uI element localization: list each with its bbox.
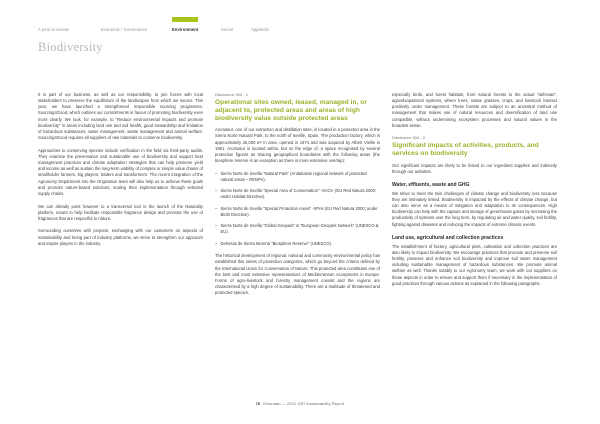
list-item-label: Dehesas de Sierra Morena "Biosphere Reserve" (UNESCO). (220, 240, 333, 246)
col1-paragraph-3: We can already point however to a transversal tool in the launch of the Naturality platform, meant to help facilitate responsible fragrance design and promote the use of fragrances that are respectful to nature. (38, 203, 203, 221)
footer-page-number: 76 (255, 401, 261, 406)
bullet-dash-icon: – (215, 205, 218, 211)
list-item-label: Sierra Norte de Sevilla "Special Protection Areas" -SPAs (EU Red Natura 2000; under Birds Directive). (220, 205, 378, 217)
column-two (215, 92, 380, 296)
list-item (215, 171, 380, 183)
nav-item-environment[interactable]: Environment (172, 27, 199, 32)
subheading-water-effluents-waste-ghg: Water, effluents, waste and GHG (392, 181, 470, 188)
bullet-dash-icon: – (215, 188, 218, 194)
disclosure-304-1-heading: Operational sites owned, leased, managed in, or adjacent to, protected areas and areas of high biodiversity value outside protected areas (215, 98, 367, 123)
disclosure-304-2-heading: Significant impacts of activities, products, and services on biodiversity (392, 142, 539, 158)
list-item-label: Sierra Norte de Sevilla "Global Geopark" & "European Geopark Network" (UNESCO & EU). (220, 223, 379, 235)
col2-paragraph-2: The historical development of regional, national and community environmental policy has established this series of protection categories, which go beyond the criteria defined by the International Union for Conservation of Nature. This protected area constitutes one of the best and most extensive representations of Mediterranean ecosystems in Europe. Forms of agro-livestock and forestry management coexist and the regions are characterised by a high degree of sustainability. There are a multitude of threatened and protected species, (215, 253, 380, 296)
active-tab-accent-bar (172, 17, 198, 22)
col2-paragraph-1: Aromasur, one of our extraction and distillation sites, is located in a protected area in the Sierra Norte Natural Park, to the north of Seville, Spain. The production factory, which is approximately 26,000 m² in area, opened in 1974 and was acquired by Albert Vieille in 1991. Aromasur is located within, but on the edge of, a space recognised by several protection figures as sharing geographical boundaries with the following areas (the biosphere reserve is an exception as there is more extensive overlap): (215, 127, 380, 163)
col1-paragraph-2: Approaches to conserving species include verification in the field via third-party audits. They examine the preservation and sustainable use of biodiversity and support best management practices and climate adaptation strategies that can help preserve yield and income as well as sustain the long-term viability of complex or simple value chains of smallholder farmers, big players, traders and transformers. The recent integration of the Agronomy Department into the Origination team will also help us to achieve these goals and promote nature-based solutions, scaling their implementation through selected supply chains. (38, 147, 203, 196)
list-item (215, 188, 380, 200)
list-item (215, 206, 380, 218)
footer-report-title: Givaudan — 2021 GRI Sustainability Report (262, 401, 345, 406)
bullet-dash-icon: – (215, 240, 218, 246)
list-item (215, 241, 380, 247)
col3-paragraph-2: We strive to meet the twin challenges of climate change and biodiversity loss because they are intimately linked. Biodiversity is impacted by the effects of climate change, but can also serve as a means of mitigation and adaptation to its consequences. High biodiversity can help with the capture and storage of greenhouse gases by increasing the productivity of systems over the long term, by regulating air and water quality, soil fertility, fighting against diseases and reducing the impacts of extreme climatic events. (392, 190, 557, 227)
col1-paragraph-1: It is part of our business, as well as our responsibility, to join forces with local stakeholders to preserve the equilibrium of the landscapes from which we source. This year, we have launched a strengthened responsible sourcing programme, Sourcing4Good, which outlines our commitments in favour of promoting biodiversity even more clearly. We look, for example, to "Reduce environmental impacts and promote biodiversity" in areas including land use and soil health, good stewardship and limitation of hazardous substances, water management, waste management and animal welfare. Sourcing4Good requires all suppliers of raw materials to conserve biodiversity. (38, 92, 203, 141)
page-title: Biodiversity (38, 40, 103, 54)
top-navigation (38, 16, 568, 38)
page-footer (0, 401, 600, 407)
nav-item-social[interactable]: Social (221, 27, 233, 32)
nav-item-a-year-in-review[interactable]: A year in review (38, 27, 69, 32)
subheading-land-use-agricultural-collection: Land use, agricultural and collection practices (392, 234, 504, 241)
col3-paragraph-3: The establishment of factory, agricultural plots, cultivation and collection practices are also likely to impact biodiversity. We encourage practices that promote and preserve soil fertility, preserve and enhance soil biodiversity and improve soil water management including sustainable management of hazardous substances. We promote animal welfare as well. Thanks notably to our Agronomy team, we work with our suppliers on these aspects in order to ensure and support them if necessary in the implementation of good practices through various actions as explained in the following paragraphs. (392, 243, 557, 286)
list-item (215, 223, 380, 235)
protected-area-list (215, 171, 380, 247)
disclosure-label-304-2: Disclosure 304 - 2 (392, 135, 426, 141)
list-item-label: Sierra Norte de Sevilla "Special Area of Conservation" -SACs- (EU Red Natura 2000; under Habitat Directive). (220, 188, 377, 200)
col3-paragraph-1: Our significant impacts are likely to be linked to our ingredient supplies and indirectly through our activities. (392, 162, 557, 174)
bullet-dash-icon: – (215, 223, 218, 229)
nav-item-economic-governance[interactable]: Economic / Governance (101, 27, 148, 32)
bullet-dash-icon: – (215, 170, 218, 176)
column-one (38, 92, 203, 247)
list-item-label: Sierra Norte de Sevilla "Natural Park" (Andalusian regional network of protected natural areas – RENPA). (220, 170, 367, 182)
disclosure-label-304-1: Disclosure 304 - 1 (215, 92, 249, 97)
col3-continued-paragraph: especially birds, and forest habitats, from natural forests to the actual "dehesas", agrosilvopastoral systems, where trees, native grasses, crops, and livestock interact positively under management. These forests are subject to an ancestral method of management that makes use of natural resources and diversification of land use compatible, without undermining ecosystem processes and natural values in the broadest sense. (392, 92, 557, 128)
nav-item-appendix[interactable]: Appendix (251, 27, 270, 32)
column-three (392, 92, 557, 287)
col1-paragraph-4: Surrounding ourselves with projects, exchanging with our customers on aspects of sustainability and being part of industry platforms, we strive to strengthen our approach and inspire players in the industry. (38, 228, 203, 246)
